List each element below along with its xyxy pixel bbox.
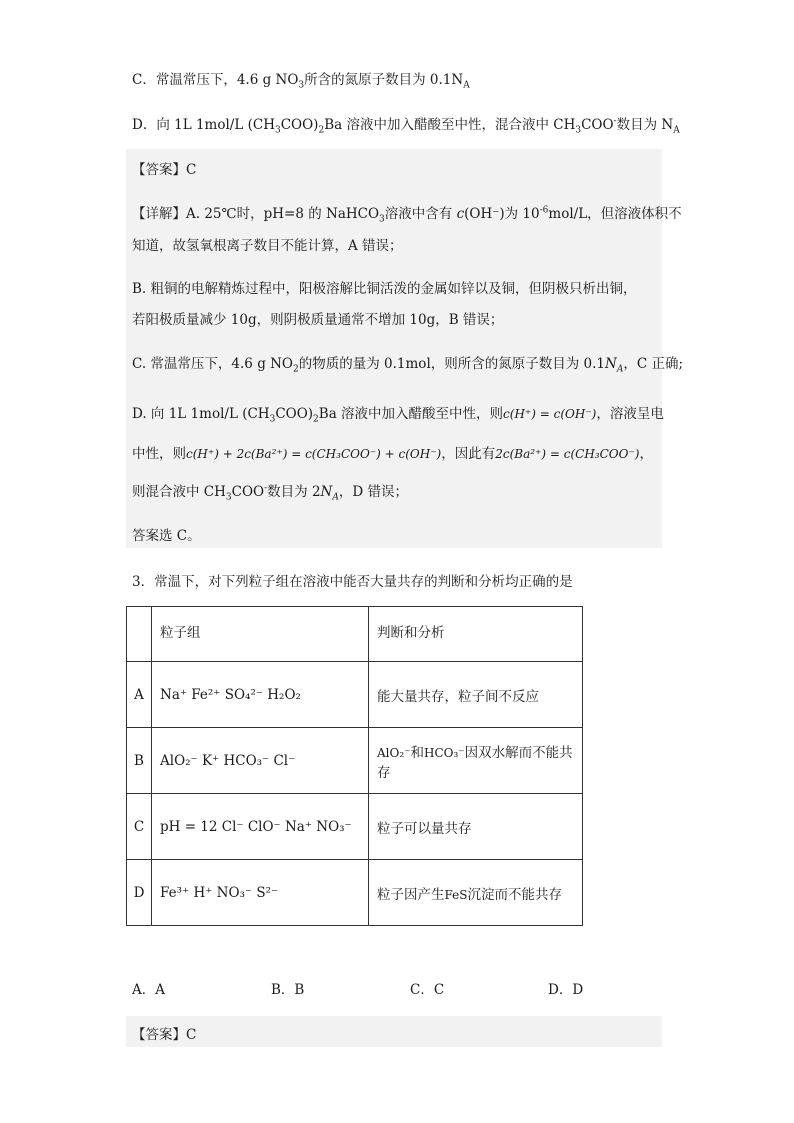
detail-d2-text3: ， — [639, 446, 653, 462]
detail-d-line3 — [132, 480, 408, 503]
detail-d-line1 — [132, 402, 664, 425]
detail-a-line2: 知道，故氢氧根离子数目不能计算，A 错误； — [132, 238, 403, 254]
detail-d-text2: COO) — [275, 406, 314, 422]
detail-c-sub: 2 — [293, 364, 299, 375]
detail-a-sub: 3 — [379, 214, 385, 225]
detail-a-text3: (OH⁻)为 10 — [464, 206, 540, 222]
answer-2-block — [126, 1016, 662, 1047]
detail-d-text1: D. 向 1L 1mol/L (CH — [132, 406, 270, 422]
option-d-mid1: COO) — [280, 117, 319, 133]
detail-c-text1: C. 常温常压下，4.6 g NO — [132, 356, 294, 372]
detail-a-text2: 溶液中含有 — [384, 206, 457, 222]
table-row — [127, 794, 583, 860]
row-analysis-formula2: HCO₃⁻ — [424, 745, 465, 760]
detail-d-text3: Ba 溶液中加入醋酸至中性，则 — [318, 406, 504, 422]
option-d-text: D．向 1L 1mol/L (CH — [132, 117, 275, 133]
row-particles: pH = 12 Cl⁻ ClO⁻ Na⁺ NO₃⁻ — [152, 794, 369, 860]
row-analysis-text2: 因双水解而不能共存 — [377, 744, 573, 781]
detail-a-line1 — [132, 202, 682, 225]
option-d-mid3: COO — [581, 117, 614, 133]
row-particles: Na⁺ Fe²⁺ SO₄²⁻ H₂O₂ — [152, 662, 369, 728]
table-header-cell: 粒子组 — [152, 607, 369, 662]
choice-d[interactable]: D．D — [548, 982, 584, 998]
choice-b[interactable]: B．B — [271, 982, 305, 998]
detail-b-line1: B. 粗铜的电解精炼过程中，阳极溶解比铜活泼的金属如锌以及铜，但阴极只析出铜， — [132, 281, 637, 297]
option-c — [132, 68, 470, 91]
detail-c-n: N — [605, 356, 617, 372]
row-analysis-text2: 沉淀而不能共存 — [467, 886, 562, 903]
detail-d-text4: ，溶液呈电 — [596, 406, 664, 422]
detail-c-line — [132, 352, 684, 375]
table-header-row — [127, 607, 583, 662]
table-row — [127, 728, 583, 794]
row-analysis: 粒子可以量共存 — [369, 794, 583, 860]
row-analysis — [369, 860, 583, 926]
detail-d2-text1: 中性，则 — [132, 446, 186, 462]
option-d-sup: - — [613, 116, 617, 127]
option-d-sub2: 2 — [318, 125, 325, 136]
detail-d-line2 — [132, 442, 653, 462]
option-c-text: C．常温常压下，4.6 g NO — [132, 72, 299, 88]
detail-d3-sup: - — [264, 483, 268, 494]
detail-b-line2: 若阳极质量减少 10g，则阴极质量通常不增加 10g，B 错误； — [132, 312, 504, 328]
row-label: B — [127, 728, 152, 794]
detail-c-nsub: A — [616, 364, 624, 375]
detail-d3-text3: 数目为 2 — [267, 484, 321, 500]
detail-d2-eq2: 2c(Ba²⁺) = c(CH₃COO⁻) — [495, 447, 640, 461]
option-d-sub1: 3 — [274, 125, 281, 136]
option-d-sub3: 3 — [575, 125, 582, 136]
option-d-suffix-sub: A — [673, 125, 680, 136]
detail-d2-eq1: c(H⁺) + 2c(Ba²⁺) = c(CH₃COO⁻) + c(OH⁻) — [186, 447, 442, 461]
table-row — [127, 860, 583, 926]
question-3: 3．常温下，对下列粒子组在溶液中能否大量共存的判断和分析均正确的是 — [132, 574, 573, 590]
row-label: A — [127, 662, 152, 728]
detail-d3-text4: ，D 错误； — [338, 484, 408, 500]
row-analysis-formula: FeS — [444, 887, 468, 902]
row-analysis-text1: 粒子因产生 — [377, 886, 445, 903]
row-analysis-text1: 和 — [410, 744, 424, 761]
option-c-suffix-sub: A — [463, 80, 470, 91]
detail-d3-sub: 3 — [225, 492, 232, 503]
detail-d-sub2: 2 — [313, 414, 319, 425]
answer-1: 【答案】C — [132, 162, 197, 178]
detail-d3-text2: COO — [231, 484, 265, 500]
detail-d-eq1: c(H⁺) = c(OH⁻) — [503, 407, 597, 421]
detail-a-sup: -6 — [539, 205, 549, 216]
row-particles: Fe³⁺ H⁺ NO₃⁻ S²⁻ — [152, 860, 369, 926]
detail-a-text1: 【详解】A. 25℃时，pH=8 的 NaHCO — [132, 206, 380, 222]
choice-c[interactable]: C．C — [410, 982, 445, 998]
table-header-cell — [127, 607, 152, 662]
row-particles: AlO₂⁻ K⁺ HCO₃⁻ Cl⁻ — [152, 728, 369, 794]
row-analysis: 能大量共存，粒子间不反应 — [369, 662, 583, 728]
particle-table — [126, 606, 583, 926]
option-c-sub: 3 — [298, 80, 305, 91]
table-header-cell: 判断和分析 — [369, 607, 583, 662]
detail-d3-nsub: A — [332, 492, 339, 503]
option-d-mid2: Ba 溶液中加入醋酸至中性，混合液中 CH — [324, 117, 576, 133]
answer-2: 【答案】C — [132, 1027, 197, 1043]
detail-d3-n: N — [320, 484, 333, 500]
detail-c-text2: 的物质的量为 0.1mol，则所含的氮原子数目为 0.1 — [298, 356, 606, 372]
option-c-suffix: 所含的氮原子数目为 0.1N — [304, 72, 464, 88]
detail-a-text4: mol/L，但溶液体积不 — [548, 206, 682, 222]
detail-d2-text2: ，因此有 — [441, 446, 496, 462]
final-answer: 答案选 C。 — [132, 528, 201, 544]
choice-a[interactable]: A．A — [132, 982, 165, 998]
detail-c-text3: ，C 正确; — [623, 356, 684, 372]
row-analysis — [369, 728, 583, 794]
option-d-suffix: 数目为 N — [616, 117, 674, 133]
detail-d-sub1: 3 — [269, 414, 276, 425]
row-label: D — [127, 860, 152, 926]
row-analysis-formula1: AlO₂⁻ — [377, 745, 411, 760]
row-label: C — [127, 794, 152, 860]
detail-d3-text1: 则混合液中 CH — [132, 484, 226, 500]
table-row — [127, 662, 583, 728]
detail-a-c: c — [456, 206, 465, 222]
option-d — [132, 113, 680, 136]
